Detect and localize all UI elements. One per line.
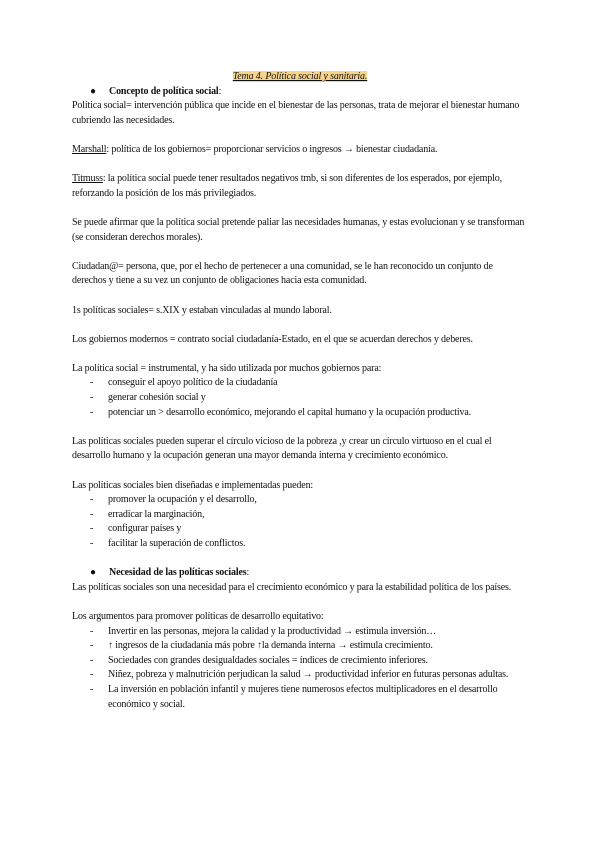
author-marshall: Marshall — [72, 143, 107, 155]
document-page — [72, 70, 528, 712]
list-item: - Invertir en las personas, mejora la calidad y la productividad → estimula inversión… — [90, 625, 437, 637]
instrumental-list — [72, 376, 528, 420]
list-item: - erradicar la marginación, — [90, 508, 205, 520]
list-item: - potenciar un > desarrollo económico, mejorando el capital humano y la ocupación productiva. — [90, 406, 471, 418]
well-designed-intro: Las políticas sociales bien diseñadas e implementadas pueden: — [72, 479, 314, 491]
palliate-paragraph: Se puede afirmar que la política social pretende paliar las necesidades humanas, y estas evolucionan y se transforman (se consideran derechos morales). — [72, 216, 525, 243]
list-item: - facilitar la superación de conflictos. — [90, 538, 246, 549]
list-item: - configurar países y — [90, 523, 182, 535]
author-titmuss: Titmuss — [72, 173, 103, 185]
marshall-paragraph: Marshall: política de los gobiernos= proporcionar servicios o ingresos → bienestar ciudadanía. — [72, 143, 438, 155]
modern-governments-paragraph: Los gobiernos modernos = contrato social ciudadanía-Estado, en el que se acuerdan derechos y deberes. — [72, 333, 473, 345]
arguments-list — [72, 625, 528, 713]
bullet-icon: ● — [90, 567, 96, 579]
list-item: - conseguir el apoyo político de la ciudadanía — [90, 377, 278, 389]
virtuous-circle-paragraph: Las políticas sociales pueden superar el círculo vicioso de la pobreza ,y crear un círculo virtuoso en el cual el desarrollo humano y la ocupación generan una mayor demanda interna y crecimiento económico. — [72, 435, 492, 462]
list-item: - Niñez, pobreza y malnutrición perjudican la salud → productividad inferior en futuras personas adultas. — [90, 669, 509, 681]
first-policies-paragraph: 1s políticas sociales= s.XIX y estaban vinculadas al mundo laboral. — [72, 304, 332, 316]
ciudadano-paragraph: Ciudadan@= persona, que, por el hecho de pertenecer a una comunidad, se le han reconocido un conjunto de derechos y tiene a su vez un conjunto de obligaciones hacia esta comunidad. — [72, 260, 493, 287]
document-title: Tema 4. Política social y sanitaria. — [232, 71, 368, 82]
list-item: - Sociedades con grandes desigualdades sociales = índices de crecimiento inferiores. — [90, 654, 428, 666]
list-item: - La inversión en población infantil y mujeres tiene numerosos efectos multiplicadores en el desarrollo económico y social. — [90, 683, 498, 710]
section-heading-concepto: ● Concepto de política social: — [72, 85, 528, 100]
bullet-icon: ● — [90, 85, 96, 97]
titmuss-paragraph: Titmuss: la política social puede tener resultados negativos tmb, si son diferentes de los esperados, por ejemplo, reforzando la posición de los más privilegiados. — [72, 173, 502, 199]
well-designed-list — [72, 493, 528, 551]
need-paragraph: Las políticas sociales son una necesidad para el crecimiento económico y para la estabilidad política de los países. — [72, 581, 512, 593]
instrumental-intro: La política social = instrumental, y ha sido utilizada por muchos gobiernos para: — [72, 362, 382, 374]
list-item: - promover la ocupación y el desarrollo, — [90, 494, 257, 506]
arguments-intro: Los argumentos para promover políticas de desarrollo equitativo: — [72, 610, 324, 622]
section-heading-necesidad: ● Necesidad de las políticas sociales: — [72, 566, 528, 581]
definition-paragraph: Política social= intervención pública que incide en el bienestar de las personas, trata de mejorar el bienestar humano cubriendo las necesidades. — [72, 100, 520, 126]
list-item: - ↑ ingresos de la ciudadanía más pobre ↑la demanda interna → estimula crecimiento. — [90, 640, 433, 652]
list-item: - generar cohesión social y — [90, 392, 206, 404]
